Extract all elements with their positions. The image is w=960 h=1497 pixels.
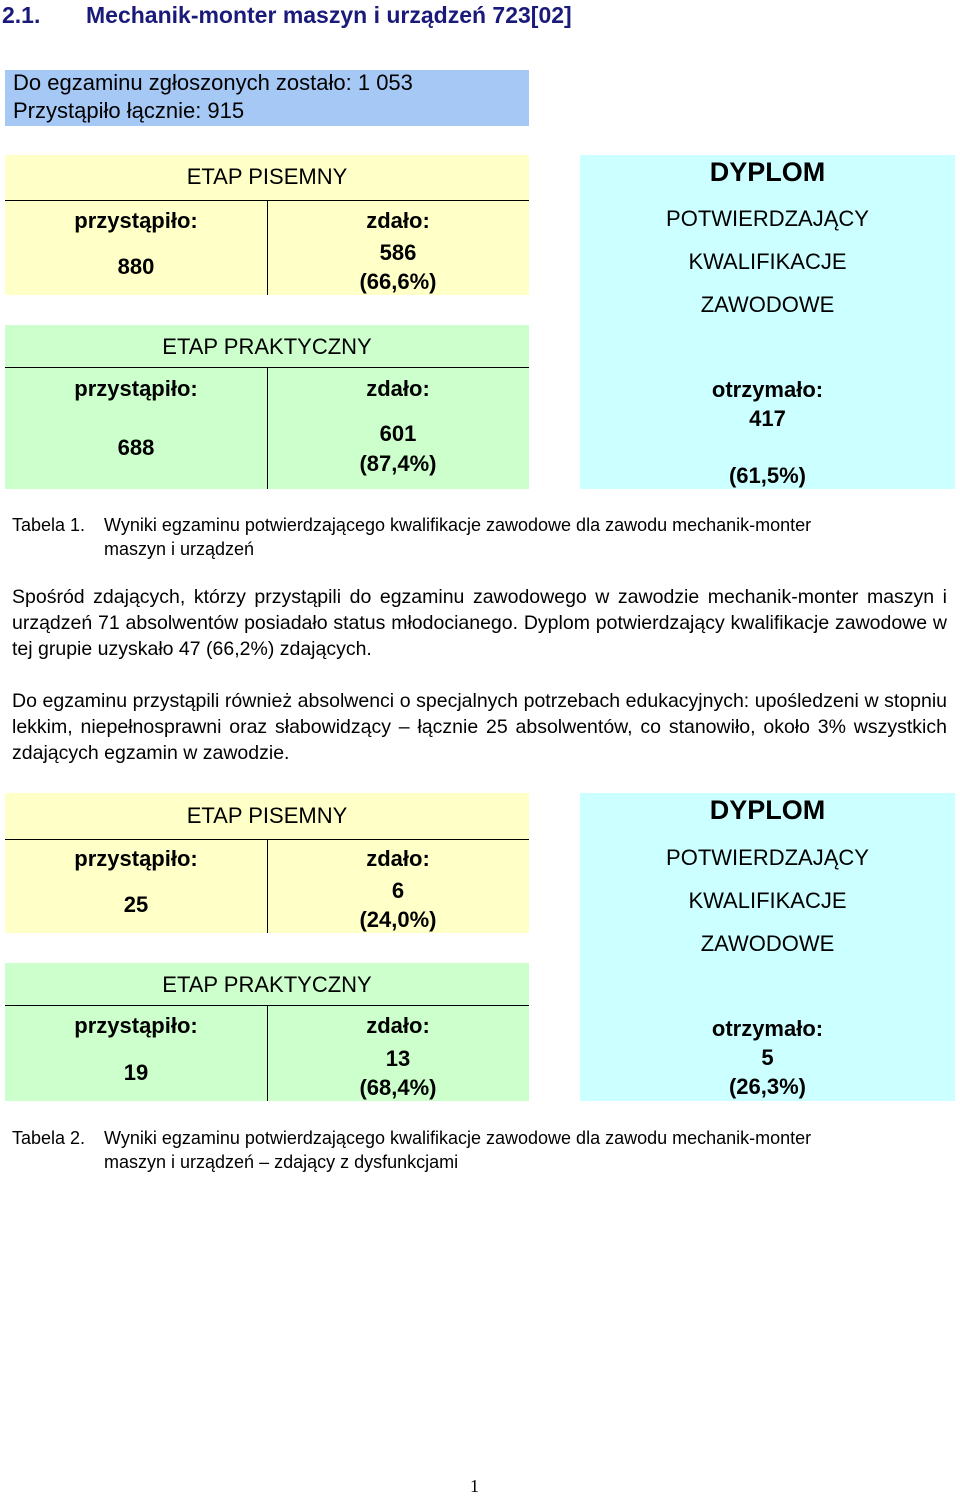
t2-written-passed-label: zdało: [366,846,430,871]
t1-practical-passed-pct: (87,4%) [359,451,437,476]
t1-written-attended: 880 [117,254,155,279]
attended-count: Przystąpiło łącznie: 915 [13,98,245,123]
t1-received-label: otrzymało: [711,377,824,402]
t1-diploma-title: DYPLOM [709,157,826,187]
paragraph-1: Spośród zdających, którzy przystąpili do egzaminu zawodowego w zawodzie mechanik-monter maszyn i urządzeń 71 absolwentów posiadało status młodocianego. Dyplom potwierdzający kwalifikacje zawodowe w tej grupie uzyskało 47 (66,2%) zdających. [12,586,947,660]
t2-practical-title: ETAP PRAKTYCZNY [162,972,372,997]
t2-practical-attended-label: przystąpiło: [74,1013,198,1038]
t2-practical-panel [5,963,529,1101]
t2-diploma-title: DYPLOM [709,795,826,825]
t2-written-title: ETAP PISEMNY [186,803,348,828]
t1-received: 417 [749,406,786,431]
t2-practical-passed-label: zdało: [366,1013,430,1038]
t1-practical-attended: 688 [117,435,155,460]
t1-caption-prefix: Tabela 1. [12,515,86,535]
t2-received-label: otrzymało: [711,1016,824,1041]
t2-caption-prefix: Tabela 2. [12,1128,86,1148]
t2-caption-line1: Wyniki egzaminu potwierdzającego kwalifikacje zawodowe dla zawodu mechanik-monter [104,1128,812,1148]
t1-received-pct: (61,5%) [728,463,807,488]
registered-count: Do egzaminu zgłoszonych zostało: 1 053 [13,70,413,95]
t2-practical-passed: 13 [385,1046,411,1071]
t1-caption-line1: Wyniki egzaminu potwierdzającego kwalifikacje zawodowe dla zawodu mechanik-monter [104,515,812,535]
t2-written-passed-pct: (24,0%) [359,907,437,932]
paragraph-2: Do egzaminu przystąpili również absolwenci o specjalnych potrzebach edukacyjnych: upośledzeni w stopniu lekkim, niepełnosprawni oraz słabowidzący – łącznie 25 absolwentów, co stanowiło, około 3% wszystkich zdających egzamin w zawodzie. [12,690,947,764]
t1-written-panel [5,155,529,295]
t1-diploma-line2: POTWIERDZAJĄCY [666,206,869,231]
t2-practical-passed-pct: (68,4%) [359,1075,437,1100]
t2-diploma-line2: POTWIERDZAJĄCY [666,845,869,870]
t1-written-passed-pct: (66,6%) [359,269,437,294]
t2-practical-attended: 19 [123,1060,149,1085]
t1-written-attended-label: przystąpiło: [74,208,198,233]
t2-caption [12,1126,942,1176]
t1-written-title: ETAP PISEMNY [186,164,348,189]
section-title: Mechanik-monter maszyn i urządzeń 723[02] [86,2,572,28]
t2-written-panel [5,793,529,933]
t2-written-passed: 6 [391,878,405,903]
t2-written-attended-label: przystąpiło: [74,846,198,871]
t1-caption-line2: maszyn i urządzeń [104,539,255,559]
t1-practical-attended-label: przystąpiło: [74,376,198,401]
section-number: 2.1. [2,2,41,28]
t1-practical-panel [5,325,529,489]
t2-diploma-line4: ZAWODOWE [700,931,835,956]
t2-written-attended: 25 [123,892,149,917]
t1-diploma-panel [580,155,955,489]
summary-box [5,70,529,126]
t1-diploma-line3: KWALIFIKACJE [688,249,847,274]
t1-practical-title: ETAP PRAKTYCZNY [162,334,372,359]
t2-received: 5 [761,1045,774,1070]
t1-caption [12,513,942,563]
section-heading [2,2,572,29]
t1-practical-passed: 601 [379,421,417,446]
t2-caption-line2: maszyn i urządzeń – zdający z dysfunkcjami [104,1152,459,1172]
t2-diploma-line3: KWALIFIKACJE [688,888,847,913]
t2-received-pct: (26,3%) [728,1074,807,1099]
t2-diploma-panel [580,793,955,1101]
page-number: 1 [470,1476,479,1496]
t1-practical-passed-label: zdało: [366,376,430,401]
t1-written-passed: 586 [379,240,417,265]
t1-written-passed-label: zdało: [366,208,430,233]
t1-diploma-line4: ZAWODOWE [700,292,835,317]
